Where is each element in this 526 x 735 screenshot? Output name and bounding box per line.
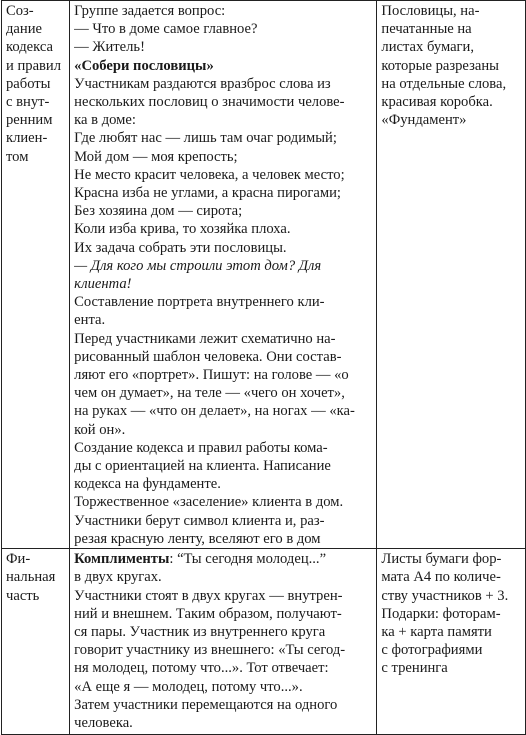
text-line: Группе задается вопрос: bbox=[74, 3, 226, 19]
text-line: работы bbox=[6, 75, 51, 92]
text-line: печатанные на bbox=[381, 21, 472, 38]
bold-heading: «Собери пословицы» bbox=[74, 57, 214, 74]
activity-cell bbox=[70, 549, 377, 735]
text-line: Участникам раздаются вразброс слова из bbox=[74, 75, 331, 92]
text-line: в двух кругах. bbox=[74, 569, 162, 586]
lead-rest: : “Ты сегодня молодец...” bbox=[169, 551, 327, 568]
text-line: — Для кого мы строили этот дом? Для bbox=[74, 257, 322, 274]
materials-cell bbox=[377, 549, 526, 735]
text-line: Участники стоят в двух кругах — внутрен- bbox=[74, 587, 343, 604]
text-line: Пословицы, на- bbox=[381, 3, 480, 19]
text-line: Создание кодекса и правил работы кома- bbox=[74, 439, 328, 456]
text-line: говорит участнику из внешнего: «Ты сегод- bbox=[74, 642, 346, 659]
text-line: ка в доме: bbox=[74, 112, 136, 129]
program-table bbox=[1, 0, 526, 735]
text-line: чем он думает», на теле — «чего он хочет», bbox=[74, 385, 345, 402]
text-line: ся пары. Участник из внутреннего круга bbox=[74, 623, 326, 640]
text-line: на руках — «что он делает», на ногах — «ка- bbox=[74, 403, 355, 420]
text-line: нальная bbox=[6, 569, 56, 586]
activity-cell bbox=[70, 1, 377, 549]
text-line: Торжественное «заселение» клиента в дом. bbox=[74, 494, 344, 511]
text-line: ня молодец, потому что...». Тот отвечает: bbox=[74, 660, 329, 677]
table-row bbox=[2, 549, 526, 735]
text-line: кодекса bbox=[6, 39, 53, 56]
text-line: ренним bbox=[6, 112, 53, 129]
text-line: Перед участниками лежит схематично на- bbox=[74, 330, 336, 347]
table-row bbox=[2, 1, 526, 549]
text-line: красивая коробка. bbox=[381, 94, 493, 111]
text-line: Составление портрета внутреннего кли- bbox=[74, 294, 325, 311]
text-line: Соз- bbox=[6, 3, 34, 19]
text-line: Коли изба крива, то хозяйка плоха. bbox=[74, 221, 291, 238]
text-line: — Что в доме самое главное? bbox=[74, 21, 258, 38]
text-line: Где любят нас — лишь там очаг родимый; bbox=[74, 130, 337, 147]
text-line: Мой дом — моя крепость; bbox=[74, 148, 238, 165]
text-line: которые разрезаны bbox=[381, 57, 499, 74]
stage-cell bbox=[2, 1, 70, 549]
text-line: нескольких пословиц о значимости челове- bbox=[74, 94, 345, 111]
text-line: человека. bbox=[74, 714, 133, 731]
text-line: Не место красит человека, а человек место; bbox=[74, 166, 345, 183]
text-line: клиента! bbox=[74, 276, 132, 293]
text-line bbox=[74, 57, 372, 75]
text-line: ний и внешнем. Таким образом, получают- bbox=[74, 605, 342, 622]
text-line: и правил bbox=[6, 57, 62, 74]
text-line: — Житель! bbox=[74, 39, 145, 56]
text-line: с внут- bbox=[6, 94, 50, 111]
text-line: «Фундамент» bbox=[381, 112, 467, 129]
text-line: Их задача собрать эти пословицы. bbox=[74, 239, 287, 256]
text-line: дание bbox=[6, 21, 42, 38]
text-line bbox=[74, 550, 372, 568]
text-line: Подарки: фоторам- bbox=[381, 605, 501, 622]
text-line: листах бумаги, bbox=[381, 39, 475, 56]
text-line: кой он». bbox=[74, 421, 126, 438]
bold-lead: Комплименты bbox=[74, 551, 170, 568]
text-line: на отдельные слова, bbox=[381, 75, 507, 92]
text-line: ляют его «портрет». Пишут: на голове — «о bbox=[74, 367, 349, 384]
text-line: мата А4 по количе- bbox=[381, 569, 501, 586]
text-line: ды с ориентацией на клиента. Написание bbox=[74, 458, 331, 475]
text-line: кодекса на фундаменте. bbox=[74, 476, 221, 493]
text-line: Участники берут символ клиента и, раз- bbox=[74, 512, 325, 529]
text-line: Без хозяина дом — сирота; bbox=[74, 203, 243, 220]
materials-cell bbox=[377, 1, 526, 549]
text-line: клиен- bbox=[6, 130, 48, 147]
text-line: «А еще я — молодец, потому что...». bbox=[74, 678, 303, 695]
text-line: резая красную ленту, вселяют его в дом bbox=[74, 530, 321, 547]
text-line: Затем участники перемещаются на одного bbox=[74, 696, 338, 713]
text-line: Красна изба не углами, а красна пирогами; bbox=[74, 185, 341, 202]
text-line: Листы бумаги фор- bbox=[381, 551, 502, 568]
text-line: Фи- bbox=[6, 551, 31, 568]
text-line: ству участников + 3. bbox=[381, 587, 509, 604]
text-line: ента. bbox=[74, 312, 106, 329]
text-line: ка + карта памяти bbox=[381, 623, 492, 640]
text-line: том bbox=[6, 148, 29, 165]
text-line: часть bbox=[6, 587, 40, 604]
stage-cell bbox=[2, 549, 70, 735]
text-line: с тренинга bbox=[381, 660, 448, 677]
text-line: рисованный шаблон человека. Они состав- bbox=[74, 348, 342, 365]
text-line: с фотографиями bbox=[381, 642, 483, 659]
